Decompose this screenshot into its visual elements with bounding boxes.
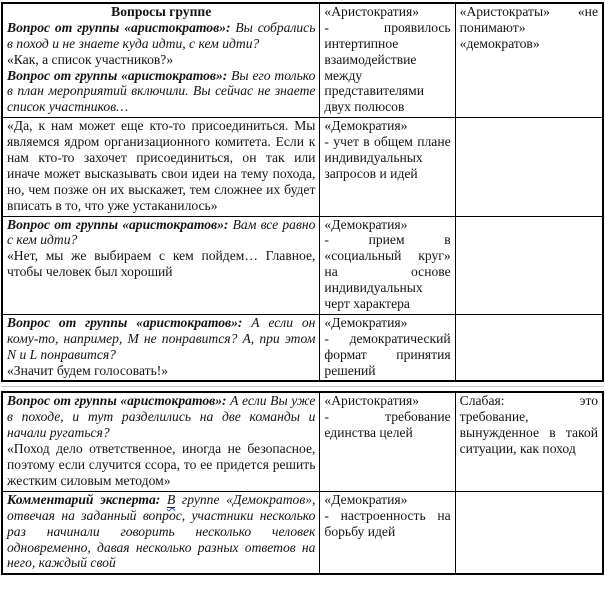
text-segment: «Да, к нам может еще кто-то присоединиться. Мы являемся ядром организационного комитета. Если к нам кто-то захочет присоединиться, он так или иначе может высказывать свои идеи на тему похода, но, чем позже он их выскажет, тем сложнее их будет вписать в то, что уже устаканилось» <box>7 118 316 213</box>
paragraph <box>7 68 315 116</box>
text-segment: В <box>166 491 176 507</box>
paragraph <box>460 4 598 52</box>
table-cell <box>455 314 603 381</box>
paragraph <box>7 248 315 280</box>
paragraph <box>7 20 315 52</box>
separator-rule <box>1 386 604 387</box>
text-segment: А если Вы уже в походе, и тут разделились на две команды и начали ругаться? <box>7 393 316 441</box>
text-segment: А если он кому-то, например, M не понравится? А, при этом N и L понравится? <box>7 314 316 362</box>
text-segment: «Аристократы» «не понимают» «демократов» <box>459 4 598 51</box>
table-cell <box>2 314 320 381</box>
table-cell <box>320 314 455 381</box>
table-row <box>2 491 603 574</box>
text-segment: Вопросы группе <box>111 4 212 19</box>
text-segment: «Демократия» <box>324 314 408 330</box>
table-cell <box>455 3 603 118</box>
text-segment: - требование единства целей <box>324 409 451 441</box>
table-row <box>2 314 603 381</box>
table-cell <box>320 3 455 118</box>
text-segment: группе «Демократов», отвечая на заданный вопрос, участники несколько раз начинали говорить несколько человек одновременно, давая несколько разных ответов на него, каждый свой <box>7 491 316 571</box>
paragraph <box>7 315 315 363</box>
text-segment: «Поход дело ответственное, иногда не безопасное, поэтому если случится ссора, то ее придется решить жестким силовым методом» <box>7 441 316 488</box>
table-cell <box>2 216 320 314</box>
text-segment: - демократический формат принятия решений <box>324 330 451 378</box>
text-segment: Вопрос от группы «аристократов»: <box>7 67 232 83</box>
text-segment: «Значит будем голосовать!» <box>7 362 169 378</box>
paragraph <box>324 393 450 409</box>
text-segment: - проявилось интертипное взаимодействие между представителями двух полюсов <box>324 19 451 115</box>
paragraph <box>324 409 450 441</box>
table-cell <box>455 216 603 314</box>
paragraph <box>324 508 450 540</box>
paragraph <box>7 118 315 213</box>
paragraph <box>324 118 450 134</box>
table-row <box>2 216 603 314</box>
paragraph <box>7 441 315 489</box>
paragraph <box>7 217 315 249</box>
paragraph <box>324 232 450 311</box>
text-segment: Комментарий эксперта: <box>7 491 167 507</box>
text-segment: «Демократия» <box>324 216 408 232</box>
questions-table-2 <box>1 391 604 575</box>
text-segment: Вопрос от группы «аристократов»: <box>7 216 233 232</box>
paragraph <box>7 4 315 20</box>
text-segment: - настроенность на борьбу идей <box>324 507 451 539</box>
text-segment: Вы его только в план мероприятий включили. Вы сейчас не знаете список участников… <box>7 67 316 115</box>
table-cell <box>455 491 603 574</box>
text-segment: «Нет, мы же выбираем с кем пойдем… Главное, чтобы человек был хороший <box>7 248 316 280</box>
paragraph <box>324 134 450 182</box>
questions-table-1 <box>1 2 604 382</box>
table-separator <box>1 382 604 391</box>
paragraph <box>324 4 450 20</box>
paragraph <box>7 363 315 379</box>
paragraph <box>460 393 598 457</box>
table-row <box>2 392 603 491</box>
paragraph <box>7 52 315 68</box>
table-cell <box>2 392 320 491</box>
paragraph <box>324 492 450 508</box>
paragraph <box>324 217 450 233</box>
table-cell <box>320 491 455 574</box>
table-cell <box>320 216 455 314</box>
table-row <box>2 3 603 118</box>
text-segment: «Демократия» <box>324 491 408 507</box>
text-segment: Вам все равно с кем идти? <box>7 216 316 248</box>
paragraph <box>324 331 450 379</box>
paragraph <box>324 20 450 115</box>
text-segment: «Аристократия» <box>324 393 420 409</box>
text-segment: «Демократия» <box>324 118 408 134</box>
text-segment: Слабая: это требование, вынужденное в такой ситуации, как поход <box>459 393 598 457</box>
table-cell <box>455 392 603 491</box>
table-row <box>2 118 603 216</box>
text-segment: Вопрос от группы «аристократов»: <box>7 19 236 35</box>
table-cell <box>2 491 320 574</box>
table-cell <box>455 118 603 216</box>
paragraph <box>7 492 315 571</box>
table-cell <box>320 392 455 491</box>
table-cell <box>2 118 320 216</box>
text-segment: Вопрос от группы «аристократов»: <box>7 314 252 330</box>
text-segment: Вы собрались в поход и не знаете куда идти, с кем идти? <box>7 19 316 51</box>
paragraph <box>324 315 450 331</box>
text-segment: «Аристократия» <box>324 4 420 19</box>
table-cell <box>320 118 455 216</box>
text-segment: Вопрос от группы «аристократов»: <box>7 393 231 409</box>
table-cell <box>2 3 320 118</box>
text-segment: - прием в «социальный круг» на основе индивидуальных черт характера <box>324 232 451 312</box>
paragraph <box>7 393 315 441</box>
text-segment: «Как, а список участников?» <box>7 51 174 67</box>
text-segment: - учет в общем плане индивидуальных запросов и идей <box>324 134 451 181</box>
